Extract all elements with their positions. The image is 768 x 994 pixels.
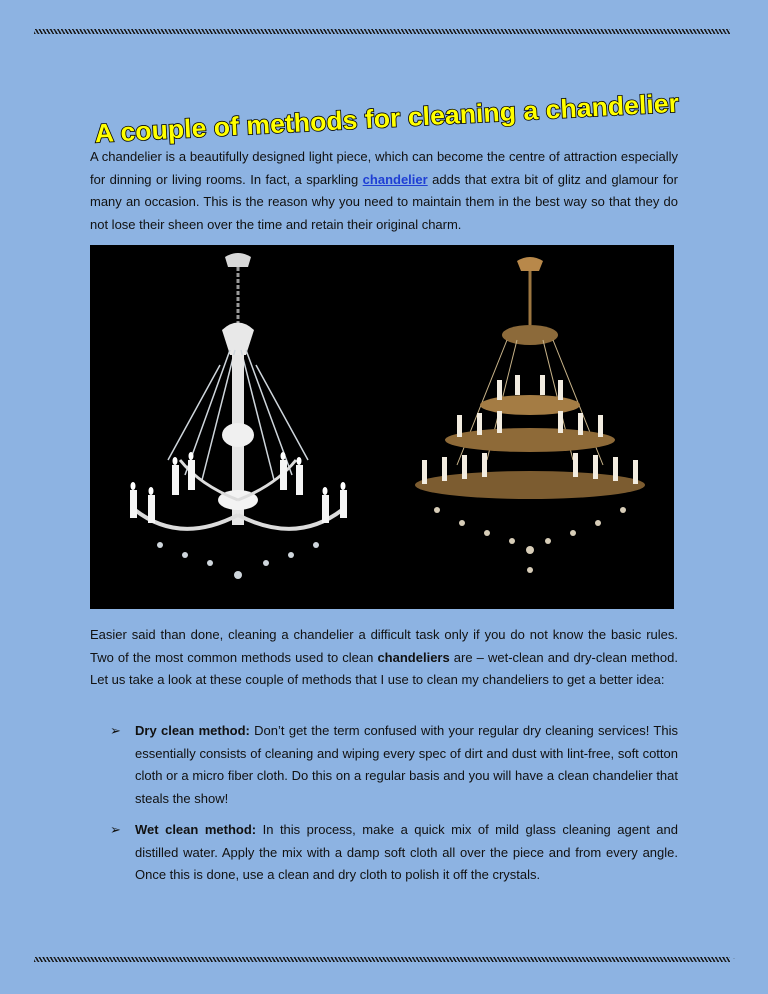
intro-paragraph xyxy=(90,146,678,236)
methods-intro-paragraph xyxy=(90,624,678,692)
dry-clean-text: Don’t get the term confused with your regular dry cleaning services! This essentially consists of cleaning and wiping every spec of dirt and dust with lint-free, soft cotton cloth or a micro fiber cloth. Do this on a regular basis and you will have a clean chandelier that steals the show! xyxy=(135,723,678,806)
crystal-chandelier-image xyxy=(90,245,387,609)
list-item-dry-clean xyxy=(110,720,678,810)
dry-clean-label: Dry clean method: xyxy=(135,723,250,738)
brass-chandelier-image xyxy=(387,245,674,609)
bottom-border-decoration xyxy=(34,957,730,962)
methods-intro-bold: chandeliers xyxy=(377,649,450,665)
intro-text-end: adds that extra bit of glitz and glamour for many an occasion. This is the reason why you need to maintain them in the best way so that they do not lose their sheen over the time and retain their original charm. xyxy=(90,171,678,232)
arrow-bullet-icon: ➢ xyxy=(110,822,121,837)
page-title xyxy=(92,87,682,149)
corner-mark: · xyxy=(733,956,735,962)
page-title-text: A couple of methods for cleaning a chandelier xyxy=(93,88,665,149)
arrow-bullet-icon: ➢ xyxy=(110,723,121,738)
wet-clean-text: In this process, make a quick mix of mild glass cleaning agent and distilled water. Apply the mix with a damp soft cloth all over the piece and from every angle. Once this is done, use a clean and dry cloth to polish it off the crystals. xyxy=(135,822,678,882)
intro-text-start: A chandelier is a beautifully designed light piece, which can become the centre of attraction especially for dinning or living rooms. In fact, a sparkling xyxy=(90,149,678,187)
list-item-wet-clean xyxy=(110,819,678,887)
methods-intro-text-end: are – wet-clean and dry-clean method. Let us take a look at these couple of methods that I use to clean my chandeliers to get a better idea: xyxy=(90,649,678,687)
chandelier-images xyxy=(90,245,674,609)
top-border-decoration xyxy=(34,29,730,34)
chandelier-link[interactable]: chandelier xyxy=(362,171,428,187)
wet-clean-label: Wet clean method: xyxy=(135,822,257,837)
methods-list xyxy=(110,720,678,896)
methods-intro-text-start: Easier said than done, cleaning a chandelier a difficult task only if you do not know the basic rules. Two of the most common methods used to clean xyxy=(90,627,678,665)
